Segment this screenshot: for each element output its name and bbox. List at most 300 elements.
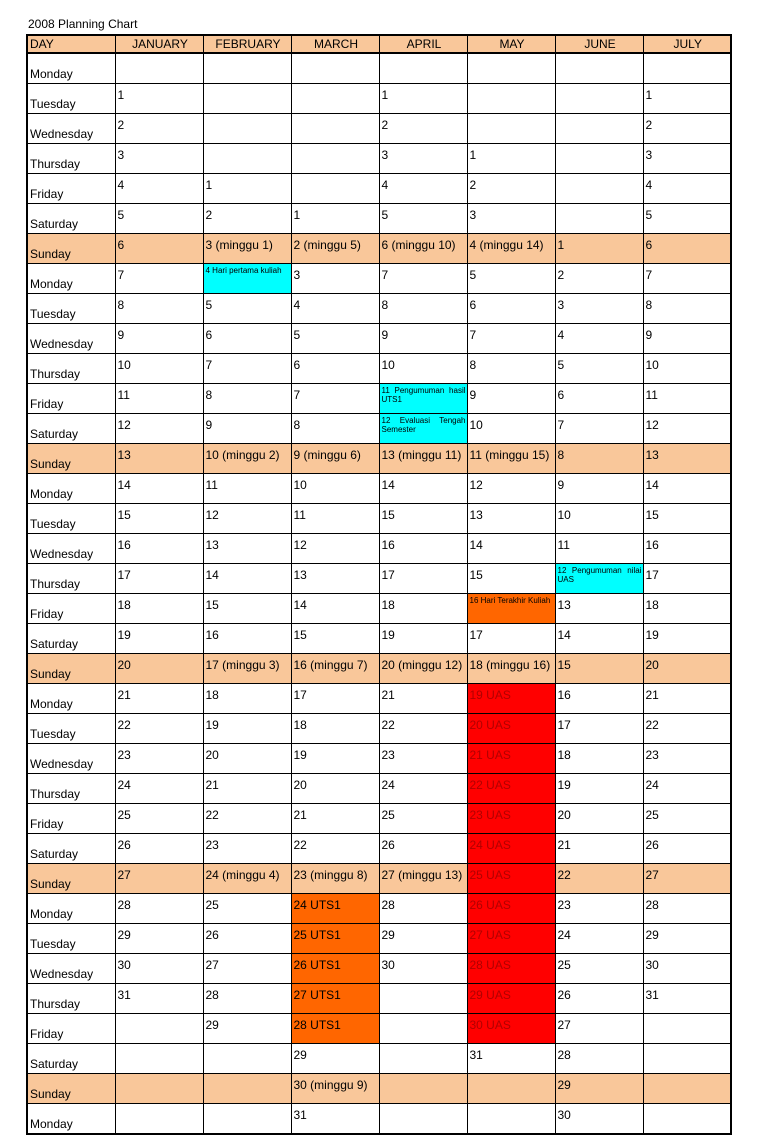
date-cell-june: 3 — [555, 294, 643, 324]
date-cell-july: 19 — [643, 624, 731, 654]
date-cell-may — [467, 1074, 555, 1104]
day-cell: Sunday — [27, 864, 115, 894]
date-cell-may: 1 — [467, 144, 555, 174]
date-cell-july: 13 — [643, 444, 731, 474]
date-cell-january — [115, 1014, 203, 1044]
table-row — [27, 624, 731, 654]
date-cell-february: 18 — [203, 684, 291, 714]
date-cell-july: 21 — [643, 684, 731, 714]
date-cell-may: 2 — [467, 174, 555, 204]
date-cell-july: 4 — [643, 174, 731, 204]
date-cell-february: 9 — [203, 414, 291, 444]
date-cell-april — [379, 1044, 467, 1074]
chart-body — [27, 53, 731, 1134]
day-cell: Tuesday — [27, 294, 115, 324]
day-cell: Sunday — [27, 1074, 115, 1104]
date-cell-february: 6 — [203, 324, 291, 354]
table-row — [27, 84, 731, 114]
date-cell-march: 12 — [291, 534, 379, 564]
date-cell-june: 5 — [555, 354, 643, 384]
date-cell-july: 11 — [643, 384, 731, 414]
date-cell-may: 7 — [467, 324, 555, 354]
date-cell-january: 14 — [115, 474, 203, 504]
date-cell-july: 23 — [643, 744, 731, 774]
date-cell-april: 1 — [379, 84, 467, 114]
date-cell-march: 28 UTS1 — [291, 1014, 379, 1044]
date-cell-january: 7 — [115, 264, 203, 294]
header-february: FEBRUARY — [203, 35, 291, 53]
date-cell-may: 20 UAS — [467, 714, 555, 744]
table-row — [27, 834, 731, 864]
table-row — [27, 174, 731, 204]
table-row — [27, 324, 731, 354]
date-cell-march: 7 — [291, 384, 379, 414]
day-cell: Wednesday — [27, 954, 115, 984]
date-cell-march: 16 (minggu 7) — [291, 654, 379, 684]
day-cell: Tuesday — [27, 84, 115, 114]
date-cell-june: 25 — [555, 954, 643, 984]
date-cell-january: 26 — [115, 834, 203, 864]
date-cell-july — [643, 1074, 731, 1104]
day-cell: Thursday — [27, 984, 115, 1014]
date-cell-february: 25 — [203, 894, 291, 924]
date-cell-may: 16 Hari Terakhir Kuliah — [467, 594, 555, 624]
date-cell-april: 23 — [379, 744, 467, 774]
table-row — [27, 804, 731, 834]
table-row — [27, 144, 731, 174]
date-cell-february — [203, 1044, 291, 1074]
date-cell-february: 19 — [203, 714, 291, 744]
date-cell-june: 12 Pengumuman nilai UAS — [555, 564, 643, 594]
table-row — [27, 264, 731, 294]
date-cell-july — [643, 1104, 731, 1135]
date-cell-february: 8 — [203, 384, 291, 414]
date-cell-july: 26 — [643, 834, 731, 864]
date-cell-july: 31 — [643, 984, 731, 1014]
date-cell-july: 10 — [643, 354, 731, 384]
date-cell-april: 13 (minggu 11) — [379, 444, 467, 474]
date-cell-march: 5 — [291, 324, 379, 354]
date-cell-july: 16 — [643, 534, 731, 564]
date-cell-april: 14 — [379, 474, 467, 504]
date-cell-may — [467, 53, 555, 84]
date-cell-april: 16 — [379, 534, 467, 564]
date-cell-may: 17 — [467, 624, 555, 654]
header-march: MARCH — [291, 35, 379, 53]
date-cell-february: 29 — [203, 1014, 291, 1044]
date-cell-april: 8 — [379, 294, 467, 324]
date-cell-april: 27 (minggu 13) — [379, 864, 467, 894]
header-may: MAY — [467, 35, 555, 53]
day-cell: Thursday — [27, 564, 115, 594]
date-cell-june: 29 — [555, 1074, 643, 1104]
date-cell-july: 25 — [643, 804, 731, 834]
table-row — [27, 414, 731, 444]
date-cell-march: 8 — [291, 414, 379, 444]
date-cell-january: 28 — [115, 894, 203, 924]
date-cell-april: 3 — [379, 144, 467, 174]
date-cell-april: 25 — [379, 804, 467, 834]
date-cell-january: 25 — [115, 804, 203, 834]
date-cell-may: 3 — [467, 204, 555, 234]
date-cell-june: 11 — [555, 534, 643, 564]
table-row — [27, 594, 731, 624]
date-cell-june: 9 — [555, 474, 643, 504]
date-cell-june: 20 — [555, 804, 643, 834]
date-cell-july: 6 — [643, 234, 731, 264]
date-cell-march: 26 UTS1 — [291, 954, 379, 984]
date-cell-june: 1 — [555, 234, 643, 264]
date-cell-may: 28 UAS — [467, 954, 555, 984]
header-row — [27, 35, 731, 53]
table-row — [27, 234, 731, 264]
date-cell-july: 9 — [643, 324, 731, 354]
date-cell-july: 1 — [643, 84, 731, 114]
table-row — [27, 354, 731, 384]
header-april: APRIL — [379, 35, 467, 53]
date-cell-january: 8 — [115, 294, 203, 324]
table-row — [27, 564, 731, 594]
date-cell-july: 30 — [643, 954, 731, 984]
date-cell-april — [379, 1074, 467, 1104]
date-cell-february: 24 (minggu 4) — [203, 864, 291, 894]
day-cell: Thursday — [27, 144, 115, 174]
date-cell-january: 17 — [115, 564, 203, 594]
date-cell-january — [115, 1044, 203, 1074]
date-cell-june: 4 — [555, 324, 643, 354]
day-cell: Monday — [27, 1104, 115, 1135]
day-cell: Wednesday — [27, 534, 115, 564]
day-cell: Saturday — [27, 1044, 115, 1074]
table-row — [27, 294, 731, 324]
date-cell-march: 23 (minggu 8) — [291, 864, 379, 894]
day-cell: Sunday — [27, 654, 115, 684]
date-cell-june: 15 — [555, 654, 643, 684]
date-cell-april: 17 — [379, 564, 467, 594]
date-cell-may: 23 UAS — [467, 804, 555, 834]
date-cell-june: 21 — [555, 834, 643, 864]
day-cell: Friday — [27, 1014, 115, 1044]
table-row — [27, 924, 731, 954]
date-cell-february: 4 Hari pertama kuliah — [203, 264, 291, 294]
date-cell-march: 6 — [291, 354, 379, 384]
date-cell-may: 25 UAS — [467, 864, 555, 894]
date-cell-january: 3 — [115, 144, 203, 174]
date-cell-january: 5 — [115, 204, 203, 234]
date-cell-may: 24 UAS — [467, 834, 555, 864]
date-cell-march: 9 (minggu 6) — [291, 444, 379, 474]
date-cell-june: 27 — [555, 1014, 643, 1044]
date-cell-february — [203, 53, 291, 84]
date-cell-april: 21 — [379, 684, 467, 714]
date-cell-june — [555, 174, 643, 204]
date-cell-march: 3 — [291, 264, 379, 294]
date-cell-july: 12 — [643, 414, 731, 444]
header-june: JUNE — [555, 35, 643, 53]
day-cell: Wednesday — [27, 324, 115, 354]
date-cell-march: 21 — [291, 804, 379, 834]
date-cell-march: 20 — [291, 774, 379, 804]
date-cell-january: 30 — [115, 954, 203, 984]
date-cell-april: 22 — [379, 714, 467, 744]
date-cell-march: 10 — [291, 474, 379, 504]
date-cell-june — [555, 53, 643, 84]
date-cell-january: 11 — [115, 384, 203, 414]
date-cell-february: 3 (minggu 1) — [203, 234, 291, 264]
date-cell-april: 6 (minggu 10) — [379, 234, 467, 264]
day-cell: Thursday — [27, 354, 115, 384]
date-cell-february: 11 — [203, 474, 291, 504]
date-cell-february: 17 (minggu 3) — [203, 654, 291, 684]
date-cell-january: 20 — [115, 654, 203, 684]
date-cell-may: 15 — [467, 564, 555, 594]
date-cell-april: 9 — [379, 324, 467, 354]
table-row — [27, 1014, 731, 1044]
date-cell-july: 17 — [643, 564, 731, 594]
date-cell-january: 24 — [115, 774, 203, 804]
day-cell: Friday — [27, 594, 115, 624]
date-cell-january: 2 — [115, 114, 203, 144]
date-cell-january: 12 — [115, 414, 203, 444]
date-cell-may: 13 — [467, 504, 555, 534]
date-cell-march: 18 — [291, 714, 379, 744]
table-row — [27, 894, 731, 924]
day-cell: Wednesday — [27, 114, 115, 144]
date-cell-march: 27 UTS1 — [291, 984, 379, 1014]
table-row — [27, 444, 731, 474]
day-cell: Saturday — [27, 624, 115, 654]
date-cell-april: 2 — [379, 114, 467, 144]
date-cell-july — [643, 53, 731, 84]
date-cell-january: 22 — [115, 714, 203, 744]
date-cell-march: 14 — [291, 594, 379, 624]
table-row — [27, 1104, 731, 1135]
day-cell: Saturday — [27, 834, 115, 864]
date-cell-march: 29 — [291, 1044, 379, 1074]
date-cell-june: 8 — [555, 444, 643, 474]
date-cell-january: 27 — [115, 864, 203, 894]
date-cell-july: 28 — [643, 894, 731, 924]
date-cell-march: 11 — [291, 504, 379, 534]
date-cell-march: 24 UTS1 — [291, 894, 379, 924]
table-row — [27, 684, 731, 714]
date-cell-march — [291, 114, 379, 144]
table-row — [27, 654, 731, 684]
date-cell-february: 21 — [203, 774, 291, 804]
date-cell-may: 4 (minggu 14) — [467, 234, 555, 264]
date-cell-april: 30 — [379, 954, 467, 984]
planning-chart-table — [26, 34, 732, 1135]
date-cell-may: 19 UAS — [467, 684, 555, 714]
date-cell-july: 24 — [643, 774, 731, 804]
date-cell-january: 6 — [115, 234, 203, 264]
date-cell-july: 14 — [643, 474, 731, 504]
date-cell-june: 24 — [555, 924, 643, 954]
day-cell: Friday — [27, 174, 115, 204]
day-cell: Monday — [27, 53, 115, 84]
date-cell-may: 5 — [467, 264, 555, 294]
date-cell-january: 29 — [115, 924, 203, 954]
date-cell-march — [291, 84, 379, 114]
date-cell-march: 17 — [291, 684, 379, 714]
day-cell: Monday — [27, 264, 115, 294]
date-cell-june: 2 — [555, 264, 643, 294]
date-cell-april: 28 — [379, 894, 467, 924]
date-cell-may: 22 UAS — [467, 774, 555, 804]
table-row — [27, 774, 731, 804]
day-cell: Tuesday — [27, 924, 115, 954]
date-cell-june: 17 — [555, 714, 643, 744]
date-cell-may: 14 — [467, 534, 555, 564]
date-cell-may: 18 (minggu 16) — [467, 654, 555, 684]
day-cell: Friday — [27, 804, 115, 834]
day-cell: Wednesday — [27, 744, 115, 774]
table-row — [27, 954, 731, 984]
date-cell-march: 1 — [291, 204, 379, 234]
date-cell-june — [555, 84, 643, 114]
date-cell-february: 28 — [203, 984, 291, 1014]
date-cell-april — [379, 984, 467, 1014]
date-cell-june: 6 — [555, 384, 643, 414]
date-cell-april: 10 — [379, 354, 467, 384]
date-cell-may: 29 UAS — [467, 984, 555, 1014]
date-cell-may: 10 — [467, 414, 555, 444]
day-cell: Monday — [27, 684, 115, 714]
date-cell-april: 4 — [379, 174, 467, 204]
date-cell-february: 7 — [203, 354, 291, 384]
date-cell-july — [643, 1044, 731, 1074]
header-january: JANUARY — [115, 35, 203, 53]
date-cell-march: 22 — [291, 834, 379, 864]
table-row — [27, 53, 731, 84]
date-cell-january: 1 — [115, 84, 203, 114]
date-cell-june: 10 — [555, 504, 643, 534]
day-cell: Thursday — [27, 774, 115, 804]
date-cell-july: 20 — [643, 654, 731, 684]
date-cell-january: 23 — [115, 744, 203, 774]
date-cell-april — [379, 1104, 467, 1135]
day-cell: Monday — [27, 474, 115, 504]
date-cell-march: 4 — [291, 294, 379, 324]
date-cell-june — [555, 204, 643, 234]
date-cell-april: 24 — [379, 774, 467, 804]
date-cell-january: 19 — [115, 624, 203, 654]
date-cell-april: 11 Pengumuman hasil UTS1 — [379, 384, 467, 414]
date-cell-february: 26 — [203, 924, 291, 954]
date-cell-january: 31 — [115, 984, 203, 1014]
date-cell-june — [555, 144, 643, 174]
date-cell-july: 2 — [643, 114, 731, 144]
date-cell-june: 16 — [555, 684, 643, 714]
date-cell-june: 19 — [555, 774, 643, 804]
date-cell-february: 1 — [203, 174, 291, 204]
date-cell-july: 8 — [643, 294, 731, 324]
date-cell-april: 20 (minggu 12) — [379, 654, 467, 684]
date-cell-april: 26 — [379, 834, 467, 864]
date-cell-january: 10 — [115, 354, 203, 384]
table-row — [27, 714, 731, 744]
table-row — [27, 1044, 731, 1074]
date-cell-march: 31 — [291, 1104, 379, 1135]
date-cell-june: 18 — [555, 744, 643, 774]
day-cell: Saturday — [27, 204, 115, 234]
table-row — [27, 1074, 731, 1104]
page-title: 2008 Planning Chart — [28, 17, 138, 31]
date-cell-june: 28 — [555, 1044, 643, 1074]
date-cell-july: 18 — [643, 594, 731, 624]
header-july: JULY — [643, 35, 731, 53]
table-row — [27, 504, 731, 534]
date-cell-june: 23 — [555, 894, 643, 924]
table-row — [27, 984, 731, 1014]
date-cell-june: 30 — [555, 1104, 643, 1135]
date-cell-february — [203, 144, 291, 174]
date-cell-february: 13 — [203, 534, 291, 564]
day-cell: Tuesday — [27, 714, 115, 744]
date-cell-february: 15 — [203, 594, 291, 624]
date-cell-may — [467, 84, 555, 114]
date-cell-june: 26 — [555, 984, 643, 1014]
date-cell-april: 29 — [379, 924, 467, 954]
date-cell-may: 27 UAS — [467, 924, 555, 954]
table-row — [27, 204, 731, 234]
date-cell-january: 21 — [115, 684, 203, 714]
date-cell-may: 31 — [467, 1044, 555, 1074]
day-cell: Friday — [27, 384, 115, 414]
date-cell-june: 13 — [555, 594, 643, 624]
date-cell-april: 5 — [379, 204, 467, 234]
date-cell-february: 16 — [203, 624, 291, 654]
table-row — [27, 864, 731, 894]
date-cell-may: 12 — [467, 474, 555, 504]
date-cell-january: 13 — [115, 444, 203, 474]
date-cell-may: 30 UAS — [467, 1014, 555, 1044]
date-cell-march: 2 (minggu 5) — [291, 234, 379, 264]
date-cell-january: 15 — [115, 504, 203, 534]
date-cell-february — [203, 1104, 291, 1135]
table-row — [27, 114, 731, 144]
day-cell: Sunday — [27, 444, 115, 474]
date-cell-february: 2 — [203, 204, 291, 234]
date-cell-february — [203, 84, 291, 114]
date-cell-april: 12 Evaluasi Tengah Semester — [379, 414, 467, 444]
date-cell-may: 11 (minggu 15) — [467, 444, 555, 474]
date-cell-may: 8 — [467, 354, 555, 384]
date-cell-february: 22 — [203, 804, 291, 834]
date-cell-may: 21 UAS — [467, 744, 555, 774]
date-cell-march: 13 — [291, 564, 379, 594]
date-cell-february: 12 — [203, 504, 291, 534]
date-cell-april: 15 — [379, 504, 467, 534]
date-cell-march: 15 — [291, 624, 379, 654]
date-cell-february: 10 (minggu 2) — [203, 444, 291, 474]
date-cell-june: 22 — [555, 864, 643, 894]
date-cell-may: 26 UAS — [467, 894, 555, 924]
date-cell-february: 27 — [203, 954, 291, 984]
day-cell: Monday — [27, 894, 115, 924]
date-cell-april: 19 — [379, 624, 467, 654]
date-cell-february — [203, 1074, 291, 1104]
date-cell-january: 9 — [115, 324, 203, 354]
table-row — [27, 534, 731, 564]
date-cell-march: 25 UTS1 — [291, 924, 379, 954]
date-cell-february: 5 — [203, 294, 291, 324]
date-cell-january — [115, 1104, 203, 1135]
date-cell-july: 15 — [643, 504, 731, 534]
date-cell-may: 9 — [467, 384, 555, 414]
date-cell-july: 22 — [643, 714, 731, 744]
date-cell-february: 14 — [203, 564, 291, 594]
